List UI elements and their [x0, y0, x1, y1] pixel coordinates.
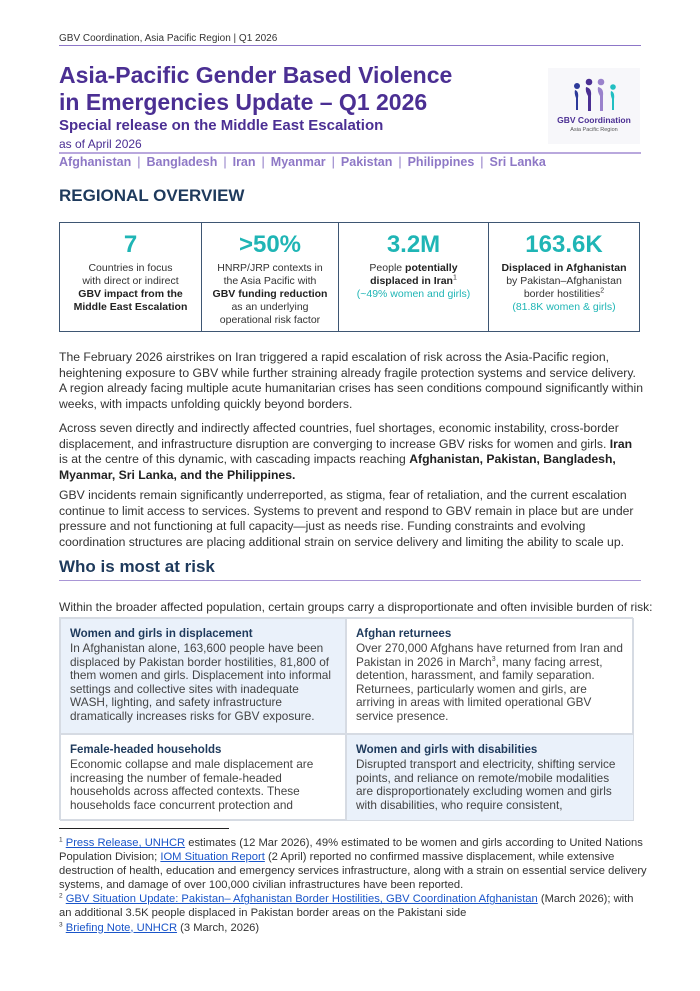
risk-cell-title: Female-headed households — [70, 744, 222, 756]
footnote-ref[interactable]: 1 — [452, 274, 457, 282]
people-figures-icon — [570, 78, 620, 114]
stat-description: People potentially displaced in Iran$^1$ (~49% women and girls) — [356, 262, 471, 300]
country-iran: Iran — [232, 155, 256, 169]
stat-countries — [60, 223, 202, 331]
page-title — [59, 62, 529, 116]
title-line-2: in Emergencies Update – Q1 2026 — [59, 89, 428, 115]
footnote-1: $^1$ Press Release, UNHCR estimates (12 Mar 2026), 49% estimated to be women and girls according to United Nations Population Division; IOM Situation Report (2 April) reported no confirmed massive displacement, while extensive destruction of health, education and emergency services infrastructure, along with a strain on essential service delivery systems, and damage of over 100,000 civilian infrastructures have been reported. — [59, 836, 647, 892]
countries-divider — [59, 152, 641, 154]
risk-cell-body: Disrupted transport and electricity, shifting service points, and reliance on remote/mobile modalities are disproportionately excluding women and girls with disabilities, who require consistent, — [356, 757, 616, 812]
risk-divider — [59, 580, 641, 581]
risk-cell-title: Afghan returnees — [356, 628, 452, 640]
footnotes — [59, 836, 649, 935]
country-list — [59, 155, 546, 169]
separator: | — [480, 155, 484, 169]
regional-overview-heading: REGIONAL OVERVIEW — [59, 186, 245, 205]
separator: | — [137, 155, 141, 169]
briefing-note-unhcr-link[interactable]: Briefing Note, UNHCR — [65, 921, 178, 934]
country-pakistan: Pakistan — [340, 155, 393, 169]
stat-displaced-iran — [339, 223, 489, 331]
running-header: GBV Coordination, Asia Pacific Region | Q1 2026 — [59, 33, 278, 44]
risk-groups-table — [59, 617, 633, 820]
header-divider — [59, 45, 641, 46]
footnote-ref[interactable]: 3 — [491, 655, 496, 663]
country-myanmar: Myanmar — [270, 155, 326, 169]
separator: | — [223, 155, 227, 169]
risk-intro-text: Within the broader affected population, certain groups carry a disproportionate and often invisible burden of risk: — [59, 600, 653, 614]
logo-subtext: Asia Pacific Region — [570, 127, 618, 133]
risk-cell-body: Over 270,000 Afghans have returned from Iran and Pakistan in 2026 in March$^3$, many facing arrest, detention, harassment, and family separation. Returnees, particularly women and girls, are arriving in areas with limited operational GBV service presence. — [356, 641, 623, 723]
risk-cell-disabilities — [346, 734, 634, 821]
page-subtitle: Special release on the Middle East Escalation — [59, 117, 384, 134]
country-philippines: Philippines — [407, 155, 475, 169]
press-release-unhcr-link[interactable]: Press Release, UNHCR — [65, 837, 186, 849]
stat-displaced-afghanistan — [489, 223, 639, 331]
country-afghanistan: Afghanistan — [59, 155, 132, 169]
stat-funding-reduction — [202, 223, 339, 331]
separator: | — [331, 155, 335, 169]
footnote-separator — [59, 828, 229, 829]
risk-cell-female-headed — [60, 734, 346, 821]
stat-value: 3.2M — [386, 231, 441, 258]
country-sri-lanka: Sri Lanka — [489, 155, 546, 169]
logo-wordmark: GBV Coordination — [557, 115, 631, 125]
footnote-ref[interactable]: 2 — [600, 287, 605, 295]
iom-situation-report-link[interactable]: IOM Situation Report — [160, 851, 265, 864]
footnote-2: $^2$ GBV Situation Update: Pakistan– Afghanistan Border Hostilities, GBV Coordination Afghanistan (March 2026); with an additional 3.5K people displaced in Pakistan border areas on the Pakistani side — [59, 892, 634, 920]
footnote-3: $^3$ Briefing Note, UNHCR (3 March, 2026) — [59, 920, 260, 934]
country-bangladesh: Bangladesh — [146, 155, 218, 169]
stat-value: >50% — [238, 231, 302, 258]
gbv-situation-update-link[interactable]: GBV Situation Update: Pakistan– Afghanistan Border Hostilities, GBV Coordination Afghanistan — [65, 893, 538, 906]
risk-cell-returnees — [346, 618, 634, 734]
gbv-coordination-logo — [548, 68, 640, 144]
overview-paragraph-3: GBV incidents remain significantly underreported, as stigma, fear of retaliation, and the current escalation continue to limit access to services. Systems to prevent and respond to GBV remain in place but are under pressure and not functioning at full capacity—just as needs rise. Funding constraints and evolving coordination structures are placing additional strain on service delivery and limiting the ability to scale up. — [59, 488, 634, 549]
title-line-1: Asia-Pacific Gender Based Violence — [59, 62, 453, 88]
who-is-most-at-risk-heading: Who is most at risk — [59, 557, 215, 576]
stat-description: Countries in focus with direct or indirect GBV impact from the Middle East Escalation — [73, 262, 188, 313]
risk-cell-displacement — [60, 618, 346, 734]
separator: | — [261, 155, 265, 169]
stat-description: Displaced in Afghanistan by Pakistan–Afghanistan border hostilities$^2$ (81.8K women & girls) — [501, 262, 627, 313]
separator: | — [398, 155, 402, 169]
key-figures-box — [59, 222, 640, 332]
risk-cell-title: Women and girls in displacement — [70, 628, 253, 640]
as-of-date: as of April 2026 — [59, 137, 142, 151]
risk-cell-title: Women and girls with disabilities — [356, 744, 538, 756]
stat-value: 7 — [123, 231, 138, 258]
risk-cell-body: Economic collapse and male displacement are increasing the number of female-headed households across affected contexts. These households face concurrent protection and — [70, 757, 314, 812]
stat-value: 163.6K — [525, 231, 603, 258]
overview-paragraph-1: The February 2026 airstrikes on Iran triggered a rapid escalation of risk across the Asia-Pacific region, heightening exposure to GBV while further straining already fragile protection systems and service delivery. A region already facing multiple acute humanitarian crises has seen conditions compound significantly within weeks, with impacts unfolding quickly beyond borders. — [59, 350, 643, 411]
overview-paragraph-2: Across seven directly and indirectly affected countries, fuel shortages, economic instability, cross-border displacement, and infrastructure disruption are converging to increase GBV risks for women and girls. Iran is at the centre of this dynamic, with cascading impacts reaching Afghanistan, Pakistan, Bangladesh, Myanmar, Sri Lanka, and the Philippines. — [59, 421, 633, 482]
risk-cell-body: In Afghanistan alone, 163,600 people have been displaced by Pakistan border hostilities, 81,800 of them women and girls. Displacement into informal settings and collective sites with inadequate WASH, lighting, and safety infrastructure dramatically increases risks for GBV exposure. — [70, 641, 331, 723]
stat-description: HNRP/JRP contexts in the Asia Pacific with GBV funding reduction as an underlying operational risk factor — [212, 262, 328, 326]
